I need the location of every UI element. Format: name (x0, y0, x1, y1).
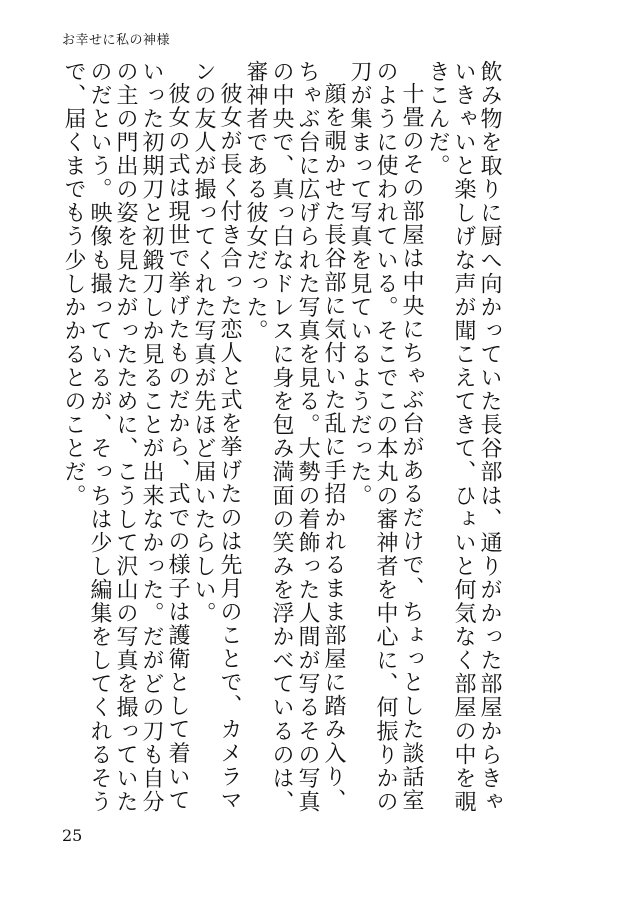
running-header: お幸せに私の神様 (62, 33, 171, 48)
vertical-text-columns (52, 60, 502, 820)
page-number: 25 (62, 826, 83, 845)
paragraph: 顔を覗かせた長谷部に気付いた乱に手招かれるまま部屋に踏み入り、ちゃぶ台に広げられた写真を見る。大勢の着飾った人間が写るその写真の中央で、真っ白なドレスに身を包み満面の笑みを浮かべているのは、審神者である彼女だった。 (243, 60, 346, 814)
paragraph: 飲み物を取りに厨へ向かっていた長谷部は、通りがかった部屋からきゃいきゃいと楽しげな声が聞こえてきて、ひょいと何気なく部屋の中を覗きこんだ。 (425, 60, 502, 814)
main-text (52, 60, 502, 830)
paragraph: 彼女の式は現世で挙げたものだから、式での様子は護衛として着いていった初期刀と初鍛刀しか見ることが出来なかった。だがどの刀も自分の主の門出の姿を見たがったために、こうして沢山の写真を撮っていたのだという。映像も撮っているが、そっちは少し編集をしてくれるそうで、届くまでもう少しかかるとのことだ。 (61, 60, 190, 814)
paragraph: 十畳のその部屋は中央にちゃぶ台があるだけで、ちょっとした談話室のように使われている。そこでこの本丸の審神者を中心に、何振りかの刀が集まって写真を見ているようだった。 (347, 60, 424, 814)
paragraph: 彼女が長く付き合った恋人と式を挙げたのは先月のことで、カメラマンの友人が撮ってくれた写真が先ほど届いたらしい。 (191, 60, 242, 813)
